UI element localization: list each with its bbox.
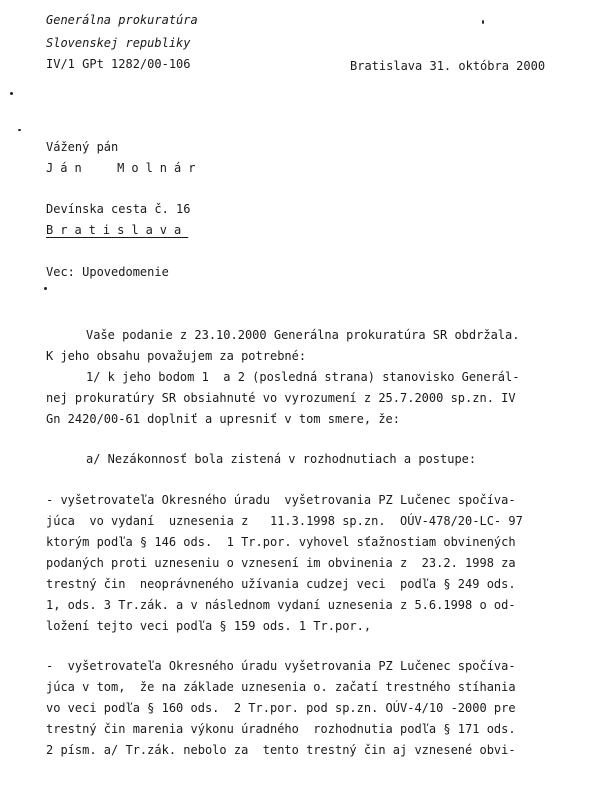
body-line: vo veci podľa § 160 ods. 2 Tr.por. pod sp.zn. OÚV-4/10 -2000 pre (46, 701, 516, 715)
body-line: - vyšetrovateľa Okresného úradu vyšetrovania PZ Lučenec spočíva- (46, 659, 516, 673)
body-line: 2 písm. a/ Tr.zák. nebolo za tento trestný čin aj vznesené obvi- (46, 743, 516, 757)
scan-speck (482, 20, 484, 24)
salutation: Vážený pán (46, 140, 119, 154)
body-line: 1/ k jeho bodom 1 a 2 (posledná strana) stanovisko Generál- (86, 370, 520, 384)
body-line: júca vo vydaní uznesenia z 11.3.1998 sp.zn. OÚV-478/20-LC- 97 (46, 514, 523, 528)
date-line: Bratislava 31. októbra 2000 (350, 59, 546, 73)
body-line: Vaše podanie z 23.10.2000 Generálna prokuratúra SR obdržala. (86, 328, 520, 342)
body-line: trestný čin neoprávneného užívania cudzej veci podľa § 249 ods. (46, 577, 516, 591)
section-heading-a: a/ Nezákonnosť bola zistená v rozhodnutiach a postupe: (86, 452, 477, 466)
body-line: trestný čin marenia výkonu úradného rozhodnutia podľa § 171 ods. (46, 722, 516, 736)
subject-line: Vec: Upovedomenie (46, 265, 169, 279)
sender-line-2: Slovenskej republiky (46, 36, 191, 50)
scan-speck (10, 92, 13, 95)
body-line: Gn 2420/00-61 doplniť a upresniť v tom smere, že: (46, 412, 401, 426)
body-line: podaných proti uzneseniu o vznesení im obvinenia z 23.2. 1998 za (46, 556, 516, 570)
scan-speck (44, 287, 47, 290)
body-line: 1, ods. 3 Tr.zák. a v následnom vydaní uznesenia z 5.6.1998 o od- (46, 598, 516, 612)
body-line: júca v tom, že na základe uznesenia o. začatí trestného stíhania (46, 680, 516, 694)
sender-line-1: Generálna prokuratúra (46, 13, 198, 27)
body-line: K jeho obsahu považujem za potrebné: (46, 349, 307, 363)
body-line: ktorým podľa § 146 ods. 1 Tr.por. vyhovel sťažnostiam obvinených (46, 535, 516, 549)
body-line: ložení tejto veci podľa § 159 ods. 1 Tr.por., (46, 619, 372, 633)
body-line: nej prokuratúry SR obsiahnuté vo vyrozumení z 25.7.2000 sp.zn. IV (46, 391, 516, 405)
addressee-city: Bratislava (46, 223, 189, 237)
body-line: - vyšetrovateľa Okresného úradu vyšetrovania PZ Lučenec spočíva- (46, 493, 516, 507)
addressee-street: Devínska cesta č. 16 (46, 202, 191, 216)
scan-speck (18, 129, 21, 131)
reference-number: IV/1 GPt 1282/00-106 (46, 57, 191, 71)
addressee-name: Ján Molnár (46, 161, 203, 175)
